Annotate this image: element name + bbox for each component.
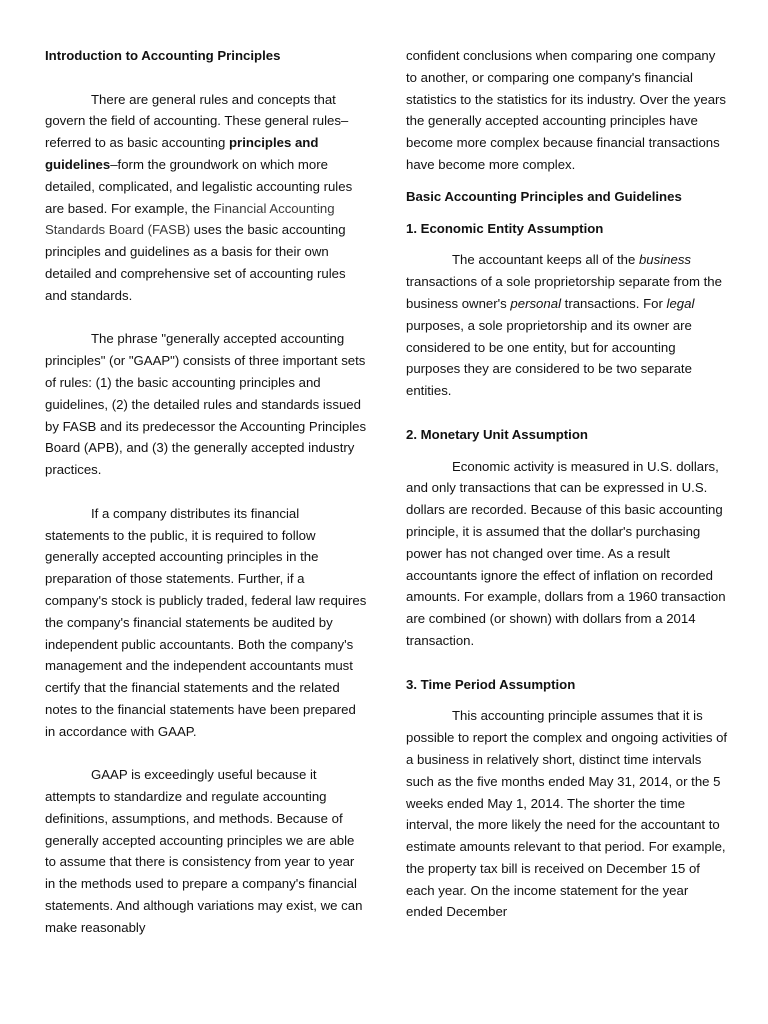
time-period-paragraph: This accounting principle assumes that it is possible to report the complex and ongoing activities of a business in relatively short, distinct time intervals such as the five months ended May 31, 2014, or the 5 weeks ended May 1, 2014. The shorter the time interval, the more likely the need for the accountant to estimate amounts relevant to that period. For example, the property tax bill is received on December 15 of each year. On the income statement for the year ended December — [406, 708, 728, 920]
fasb-link[interactable]: Financial Accounting Standards Board (FASB) — [45, 200, 335, 238]
economic-entity-heading: 1. Economic Entity Assumption — [406, 220, 604, 236]
principles-guidelines-term: principles and guidelines — [45, 135, 319, 172]
intro-paragraph — [45, 89, 367, 307]
intro-text-a: There are general rules and concepts that govern the field of accounting. These general rules–referred to as basic accounting — [45, 91, 349, 151]
gaap-definition-paragraph: The phrase "generally accepted accounting principles" (or "GAAP") consists of three important sets of rules: (1) the basic accounting principles and guidelines, (2) the detailed rules and standards issued by FASB and its predecessor the Accounting Principles Board (APB), and (3) the generally accepted industry practices. — [45, 331, 367, 478]
entity-em-personal: personal — [510, 295, 561, 311]
financial-statements-paragraph: If a company distributes its financial statements to the public, it is required to follow generally accepted accounting principles in the preparation of those statements. Further, if a company's stock is publicly traded, federal law requires the company's financial statements be audited by independent public accountants. Both the company's management and the independent accountants must certify that the financial statements and the related notes to the financial statements have been prepared in accordance with GAAP. — [45, 505, 367, 739]
monetary-unit-heading: 2. Monetary Unit Assumption — [406, 426, 588, 442]
intro-text-c: –form the groundwork on which more detailed, complicated, and legalistic accounting rules are based. For example, the — [45, 156, 353, 216]
left-column — [45, 45, 367, 939]
intro-text-d: uses the basic accounting principles and guidelines as a basis for their own detailed and comprehensive set of accounting rules and standards. — [45, 222, 346, 303]
section-heading: Basic Accounting Principles and Guidelines — [406, 188, 682, 204]
entity-text-c: transactions. For — [561, 295, 667, 311]
entity-em-business: business — [638, 252, 692, 268]
gaap-usefulness-paragraph: GAAP is exceedingly useful because it attempts to standardize and regulate accounting definitions, assumptions, and methods. Because of generally accepted accounting principles we are able to assume that there is consistency from year to year in the methods used to prepare a company's financial statements. And although variations may exist, we can make reasonably — [45, 767, 363, 935]
entity-text-b: transactions of a sole proprietorship separate from the business owner's — [406, 274, 722, 311]
economic-entity-paragraph — [406, 249, 728, 402]
time-period-heading: 3. Time Period Assumption — [406, 676, 576, 692]
entity-em-legal: legal — [666, 295, 695, 311]
right-column — [406, 45, 728, 923]
monetary-unit-paragraph: Economic activity is measured in U.S. dollars, and only transactions that can be expressed in U.S. dollars are recorded. Because of this basic accounting principle, it is assumed that the dollar's purchasing power has not changed over time. As a result accountants ignore the effect of inflation on recorded amounts. For example, dollars from a 1960 transaction are combined (or shown) with dollars from a 2014 transaction. — [406, 458, 726, 648]
entity-text-a: The accountant keeps all of the — [452, 252, 639, 268]
document-title: Introduction to Accounting Principles — [45, 48, 281, 63]
continued-paragraph: confident conclusions when comparing one company to another, or comparing one company's financial statistics to the statistics for its industry. Over the years the generally accepted accounting principles have become more complex because financial transactions have become more complex. — [406, 48, 727, 172]
entity-text-d: purposes, a sole proprietorship and its owner are considered to be one entity, but for accounting purposes they are considered to be two separate entities. — [406, 317, 692, 399]
